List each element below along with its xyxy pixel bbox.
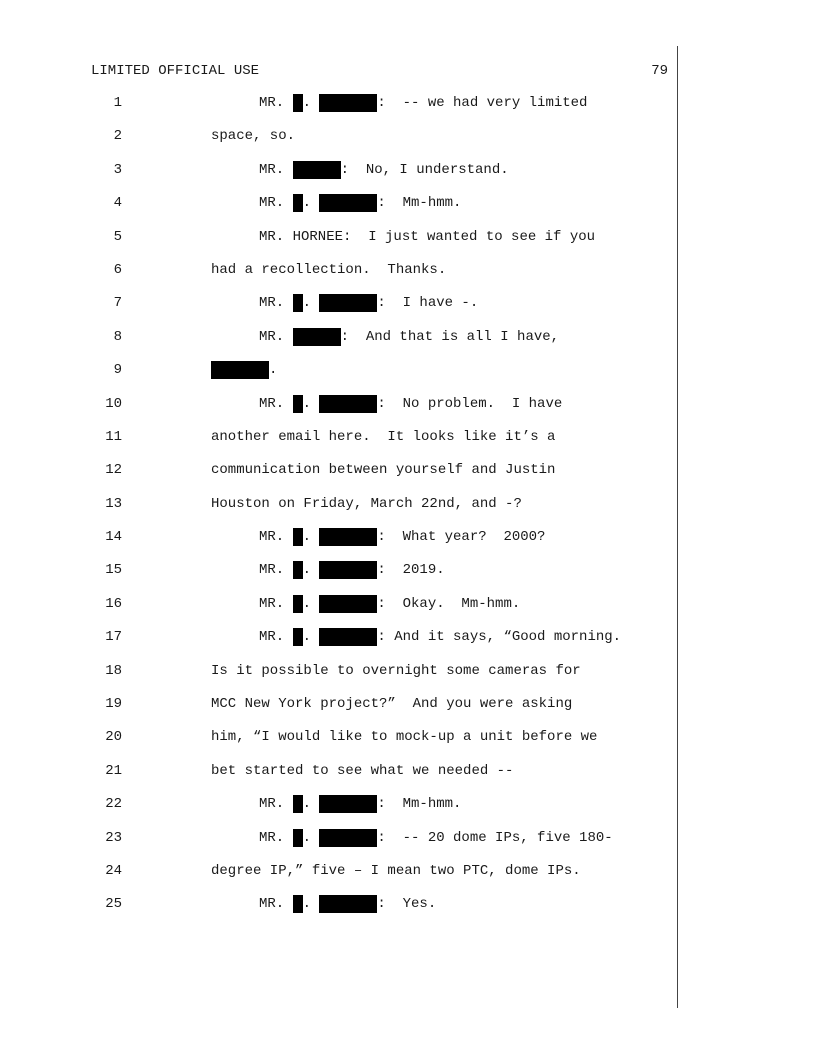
line-body: : Mm-hmm. (377, 796, 462, 813)
transcript-line (0, 327, 816, 360)
line-text: MR. . : No problem. I have (259, 395, 563, 412)
line-body: another email here. It looks like it’s a (211, 428, 556, 445)
line-body: : And it says, “Good morning. (377, 629, 622, 646)
line-text: MR. . : What year? 2000? (259, 529, 546, 546)
speaker-label: MR. (259, 195, 293, 212)
transcript-line (0, 293, 816, 326)
line-number: 4 (113, 195, 122, 212)
line-number: 1 (113, 95, 122, 111)
line-text (259, 161, 509, 179)
transcript-line (0, 627, 816, 660)
line-number: 13 (105, 495, 122, 512)
transcript-line (0, 560, 816, 593)
line-body: communication between yourself and Justin (211, 462, 556, 479)
redaction-block (211, 361, 269, 379)
redaction-block (293, 561, 303, 579)
line-text (211, 662, 581, 680)
line-text (211, 495, 522, 513)
transcript-line (0, 794, 816, 827)
line-body: : -- we had very limited (377, 95, 588, 111)
line-number: 18 (105, 662, 122, 679)
line-body: : Mm-hmm. (377, 195, 462, 212)
line-text: MR. . : 2019. (259, 562, 445, 579)
line-text: MR. . : I have -. (259, 295, 479, 312)
transcript-line (0, 126, 816, 159)
line-number: 8 (113, 328, 122, 345)
redaction-block (293, 628, 303, 646)
line-number: 9 (113, 362, 122, 379)
line-number: 21 (105, 762, 122, 779)
redaction-block (293, 194, 303, 212)
line-text: MR. . : Yes. (259, 896, 437, 913)
line-text (211, 728, 597, 746)
speaker-label: MR. (259, 595, 293, 612)
line-text (211, 461, 555, 479)
redaction-block (319, 895, 377, 913)
transcript-line (0, 360, 816, 393)
speaker-label: MR. (259, 629, 293, 646)
redaction-block (293, 595, 303, 613)
line-body: space, so. (211, 128, 296, 145)
redaction-block (319, 628, 377, 646)
line-body: : No problem. I have (377, 395, 563, 412)
speaker-label: MR. (259, 95, 293, 111)
line-number: 3 (113, 161, 122, 178)
line-text: MR. . : And it says, “Good morning. (259, 629, 622, 646)
speaker-label: MR. (259, 796, 293, 813)
line-body: had a recollection. Thanks. (211, 261, 447, 278)
line-text: MR. . : Mm-hmm. (259, 796, 462, 813)
line-text: MR. . : Okay. Mm-hmm. (259, 595, 521, 612)
redaction-block (319, 528, 377, 546)
redaction-block (319, 395, 377, 413)
redaction-block (319, 595, 377, 613)
line-text (211, 695, 572, 713)
transcript-line (0, 260, 816, 293)
redaction-block (319, 294, 377, 312)
line-text: MR. . : Mm-hmm. (259, 195, 462, 212)
line-text (211, 428, 555, 446)
transcript-line (0, 227, 816, 260)
line-number: 12 (105, 462, 122, 479)
line-body: Houston on Friday, March 22nd, and -? (211, 495, 522, 512)
line-number: 11 (105, 428, 122, 445)
transcript-line (0, 594, 816, 627)
line-number: 5 (113, 228, 122, 245)
line-text (259, 228, 595, 246)
transcript-line (0, 894, 816, 927)
line-text (211, 127, 295, 145)
line-body: . (269, 362, 278, 379)
speaker-label: MR. (259, 328, 293, 345)
redaction-block (293, 94, 303, 112)
line-body: : Yes. (377, 896, 437, 913)
line-number: 15 (105, 562, 122, 579)
redaction-block (293, 328, 341, 346)
transcript-line (0, 828, 816, 861)
redaction-block (293, 895, 303, 913)
speaker-label: MR. (259, 896, 293, 913)
line-body: : I just wanted to see if you (343, 228, 596, 245)
line-body: : No, I understand. (340, 161, 509, 178)
transcript-line (0, 160, 816, 193)
speaker-label: MR. (259, 829, 293, 846)
redaction-block (293, 829, 303, 847)
transcript-line (0, 761, 816, 794)
redaction-block (319, 829, 377, 847)
redaction-block (319, 795, 377, 813)
line-text (259, 328, 559, 346)
line-body: : 2019. (377, 562, 445, 579)
line-text (211, 261, 446, 279)
transcript-line (0, 861, 816, 894)
transcript-line (0, 93, 816, 126)
speaker-label: MR. (259, 562, 293, 579)
line-body: : And that is all I have, (340, 328, 560, 345)
line-body: : -- 20 dome IPs, five 180- (377, 829, 613, 846)
line-body: MCC New York project?” And you were asking (211, 696, 573, 713)
transcript-line (0, 427, 816, 460)
line-number: 10 (105, 395, 122, 412)
transcript-lines (0, 93, 816, 928)
line-number: 23 (105, 829, 122, 846)
line-number: 7 (113, 295, 122, 312)
speaker-label: MR. (259, 295, 293, 312)
line-number: 17 (105, 629, 122, 646)
line-number: 6 (113, 261, 122, 278)
redaction-block (319, 561, 377, 579)
redaction-block (293, 395, 303, 413)
line-body: : I have -. (377, 295, 479, 312)
line-text: MR. . : -- 20 dome IPs, five 180- (259, 829, 613, 846)
transcript-line (0, 460, 816, 493)
transcript-line (0, 661, 816, 694)
line-body: him, “I would like to mock-up a unit before we (211, 729, 598, 746)
transcript-line (0, 727, 816, 760)
speaker-label: MR. (259, 161, 293, 178)
line-body: : Okay. Mm-hmm. (377, 595, 521, 612)
transcript-line (0, 527, 816, 560)
line-body: : What year? 2000? (377, 529, 546, 546)
line-number: 20 (105, 729, 122, 746)
line-number: 16 (105, 595, 122, 612)
speaker-label: MR. (259, 529, 293, 546)
line-number: 19 (105, 696, 122, 713)
line-number: 25 (105, 896, 122, 913)
transcript-line (0, 694, 816, 727)
line-body: degree IP,” five – I mean two PTC, dome IPs. (211, 862, 581, 879)
transcript-line (0, 494, 816, 527)
transcript-line (0, 193, 816, 226)
line-number: 22 (105, 796, 122, 813)
redaction-block (319, 94, 377, 112)
line-text (211, 762, 513, 780)
redaction-block (293, 795, 303, 813)
line-body: Is it possible to overnight some cameras for (211, 662, 581, 679)
line-body: bet started to see what we needed -- (211, 762, 514, 779)
transcript-line (0, 394, 816, 427)
redaction-block (293, 294, 303, 312)
document-classification-header: LIMITED OFFICIAL USE (91, 63, 260, 79)
line-text (211, 361, 277, 379)
redaction-block (293, 161, 341, 179)
line-number: 2 (113, 128, 122, 145)
line-text: MR. . : -- we had very limited (259, 95, 588, 111)
redaction-block (319, 194, 377, 212)
redaction-block (293, 528, 303, 546)
line-number: 24 (105, 862, 122, 879)
speaker-label: MR. HORNEE (259, 228, 344, 245)
page-number: 79 (651, 63, 668, 79)
line-number: 14 (105, 529, 122, 546)
line-text (211, 862, 581, 880)
speaker-label: MR. (259, 395, 293, 412)
